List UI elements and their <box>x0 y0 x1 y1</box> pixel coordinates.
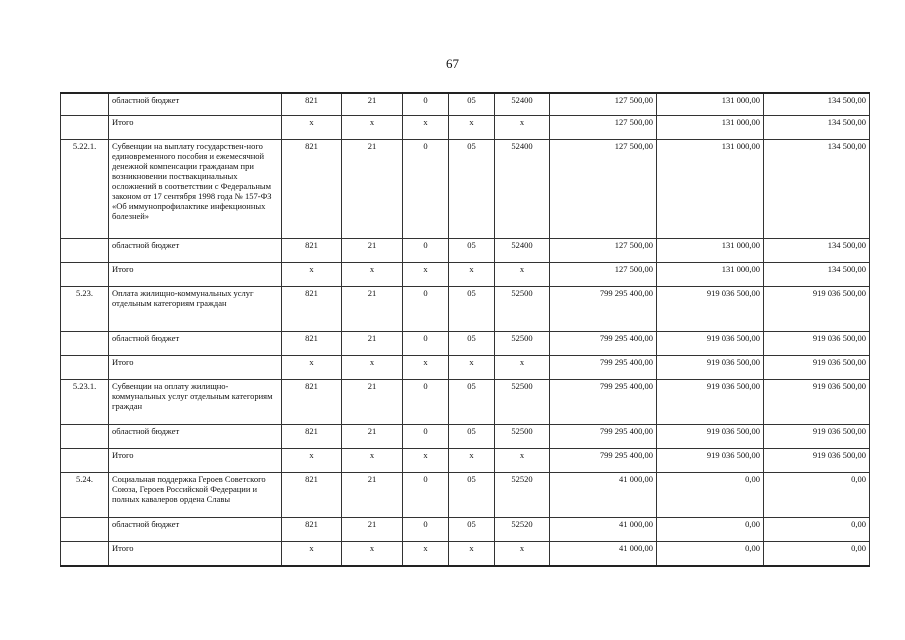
code-cell: 21 <box>342 287 403 332</box>
code-cell: x <box>495 263 550 287</box>
code-cell: 52500 <box>495 332 550 356</box>
table-row <box>61 356 870 380</box>
code-cell: x <box>282 263 342 287</box>
code-cell: 0 <box>403 380 449 425</box>
code-cell: 821 <box>282 239 342 263</box>
section-number: 5.23.1. <box>61 380 109 425</box>
amount-cell: 799 295 400,00 <box>550 425 657 449</box>
section-number <box>61 542 109 567</box>
section-number <box>61 518 109 542</box>
amount-cell: 131 000,00 <box>657 116 764 140</box>
code-cell: 21 <box>342 140 403 239</box>
code-cell: 821 <box>282 380 342 425</box>
code-cell: 05 <box>449 518 495 542</box>
row-description: областной бюджет <box>109 239 282 263</box>
amount-cell: 127 500,00 <box>550 116 657 140</box>
code-cell: 0 <box>403 239 449 263</box>
row-description: Итого <box>109 449 282 473</box>
row-description: Субвенции на оплату жилищно-коммунальных услуг отдельным категориям граждан <box>109 380 282 425</box>
code-cell: 52400 <box>495 140 550 239</box>
amount-cell: 799 295 400,00 <box>550 380 657 425</box>
amount-cell: 919 036 500,00 <box>657 449 764 473</box>
amount-cell: 919 036 500,00 <box>764 287 870 332</box>
amount-cell: 131 000,00 <box>657 93 764 116</box>
section-number <box>61 449 109 473</box>
amount-cell: 41 000,00 <box>550 542 657 567</box>
code-cell: 52520 <box>495 473 550 518</box>
code-cell: 0 <box>403 332 449 356</box>
code-cell: 21 <box>342 93 403 116</box>
code-cell: 05 <box>449 93 495 116</box>
amount-cell: 919 036 500,00 <box>657 380 764 425</box>
page-number: 67 <box>446 56 459 71</box>
code-cell: 52500 <box>495 287 550 332</box>
code-cell: 52500 <box>495 380 550 425</box>
code-cell: x <box>282 116 342 140</box>
code-cell: 52400 <box>495 239 550 263</box>
amount-cell: 131 000,00 <box>657 263 764 287</box>
code-cell: x <box>495 356 550 380</box>
code-cell: x <box>282 356 342 380</box>
code-cell: x <box>342 263 403 287</box>
section-number <box>61 263 109 287</box>
code-cell: 21 <box>342 239 403 263</box>
code-cell: 52520 <box>495 518 550 542</box>
code-cell: x <box>495 449 550 473</box>
section-number <box>61 93 109 116</box>
amount-cell: 0,00 <box>764 473 870 518</box>
row-description: Социальная поддержка Героев Советского Союза, Героев Российской Федерации и полных кавалеров ордена Славы <box>109 473 282 518</box>
code-cell: 21 <box>342 425 403 449</box>
row-description: Итого <box>109 116 282 140</box>
table-row <box>61 263 870 287</box>
amount-cell: 127 500,00 <box>550 93 657 116</box>
code-cell: 05 <box>449 140 495 239</box>
row-description: Оплата жилищно-коммунальных услуг отдельным категориям граждан <box>109 287 282 332</box>
code-cell: 821 <box>282 287 342 332</box>
code-cell: 821 <box>282 140 342 239</box>
code-cell: 52400 <box>495 93 550 116</box>
code-cell: x <box>449 263 495 287</box>
table-row <box>61 380 870 425</box>
table-row <box>61 473 870 518</box>
amount-cell: 799 295 400,00 <box>550 449 657 473</box>
code-cell: 0 <box>403 287 449 332</box>
table-row <box>61 449 870 473</box>
code-cell: 0 <box>403 425 449 449</box>
code-cell: x <box>495 542 550 567</box>
code-cell: 05 <box>449 287 495 332</box>
code-cell: x <box>449 542 495 567</box>
amount-cell: 0,00 <box>657 542 764 567</box>
code-cell: 0 <box>403 473 449 518</box>
code-cell: x <box>342 542 403 567</box>
code-cell: 52500 <box>495 425 550 449</box>
code-cell: 05 <box>449 425 495 449</box>
code-cell: 0 <box>403 140 449 239</box>
code-cell: 05 <box>449 380 495 425</box>
code-cell: 0 <box>403 93 449 116</box>
section-number <box>61 332 109 356</box>
amount-cell: 0,00 <box>764 542 870 567</box>
table-row <box>61 518 870 542</box>
amount-cell: 799 295 400,00 <box>550 356 657 380</box>
table-row <box>61 116 870 140</box>
table-row <box>61 425 870 449</box>
row-description: Итого <box>109 356 282 380</box>
section-number: 5.22.1. <box>61 140 109 239</box>
code-cell: x <box>449 356 495 380</box>
amount-cell: 799 295 400,00 <box>550 287 657 332</box>
code-cell: x <box>342 356 403 380</box>
section-number <box>61 116 109 140</box>
section-number <box>61 356 109 380</box>
amount-cell: 127 500,00 <box>550 239 657 263</box>
budget-table <box>60 92 870 567</box>
amount-cell: 134 500,00 <box>764 239 870 263</box>
amount-cell: 134 500,00 <box>764 263 870 287</box>
code-cell: 21 <box>342 518 403 542</box>
amount-cell: 131 000,00 <box>657 140 764 239</box>
code-cell: 821 <box>282 518 342 542</box>
code-cell: x <box>495 116 550 140</box>
amount-cell: 919 036 500,00 <box>764 332 870 356</box>
row-description: Итого <box>109 263 282 287</box>
code-cell: 821 <box>282 93 342 116</box>
table-row <box>61 287 870 332</box>
code-cell: x <box>403 449 449 473</box>
row-description: Субвенции на выплату государствен-ного единовременного пособия и ежемесячной денежной компенсации гражданам при возникновении поствакцинальных осложнений в соответствии с Федеральным законом от 17 сентября 1998 года № 157-ФЗ «Об иммунопрофилактике инфекционных болезней» <box>109 140 282 239</box>
amount-cell: 0,00 <box>657 473 764 518</box>
row-description: областной бюджет <box>109 93 282 116</box>
table-row <box>61 332 870 356</box>
amount-cell: 131 000,00 <box>657 239 764 263</box>
code-cell: 21 <box>342 332 403 356</box>
section-number: 5.23. <box>61 287 109 332</box>
code-cell: 05 <box>449 332 495 356</box>
row-description: областной бюджет <box>109 332 282 356</box>
code-cell: x <box>449 449 495 473</box>
amount-cell: 41 000,00 <box>550 473 657 518</box>
code-cell: x <box>403 116 449 140</box>
amount-cell: 127 500,00 <box>550 140 657 239</box>
code-cell: x <box>342 449 403 473</box>
amount-cell: 919 036 500,00 <box>657 425 764 449</box>
section-number: 5.24. <box>61 473 109 518</box>
code-cell: x <box>282 449 342 473</box>
code-cell: 05 <box>449 473 495 518</box>
code-cell: x <box>403 356 449 380</box>
code-cell: x <box>449 116 495 140</box>
table-row <box>61 239 870 263</box>
amount-cell: 127 500,00 <box>550 263 657 287</box>
amount-cell: 919 036 500,00 <box>657 356 764 380</box>
row-description: Итого <box>109 542 282 567</box>
amount-cell: 799 295 400,00 <box>550 332 657 356</box>
code-cell: x <box>282 542 342 567</box>
amount-cell: 919 036 500,00 <box>657 332 764 356</box>
section-number <box>61 425 109 449</box>
code-cell: 05 <box>449 239 495 263</box>
amount-cell: 919 036 500,00 <box>764 425 870 449</box>
amount-cell: 134 500,00 <box>764 140 870 239</box>
code-cell: 821 <box>282 473 342 518</box>
code-cell: x <box>403 263 449 287</box>
amount-cell: 134 500,00 <box>764 93 870 116</box>
amount-cell: 134 500,00 <box>764 116 870 140</box>
code-cell: 0 <box>403 518 449 542</box>
amount-cell: 41 000,00 <box>550 518 657 542</box>
amount-cell: 919 036 500,00 <box>764 380 870 425</box>
code-cell: x <box>403 542 449 567</box>
amount-cell: 919 036 500,00 <box>657 287 764 332</box>
table-row <box>61 140 870 239</box>
section-number <box>61 239 109 263</box>
table-row <box>61 93 870 116</box>
row-description: областной бюджет <box>109 425 282 449</box>
amount-cell: 919 036 500,00 <box>764 356 870 380</box>
row-description: областной бюджет <box>109 518 282 542</box>
amount-cell: 919 036 500,00 <box>764 449 870 473</box>
code-cell: 821 <box>282 425 342 449</box>
table-row <box>61 542 870 567</box>
code-cell: 21 <box>342 380 403 425</box>
code-cell: x <box>342 116 403 140</box>
code-cell: 821 <box>282 332 342 356</box>
amount-cell: 0,00 <box>764 518 870 542</box>
amount-cell: 0,00 <box>657 518 764 542</box>
code-cell: 21 <box>342 473 403 518</box>
